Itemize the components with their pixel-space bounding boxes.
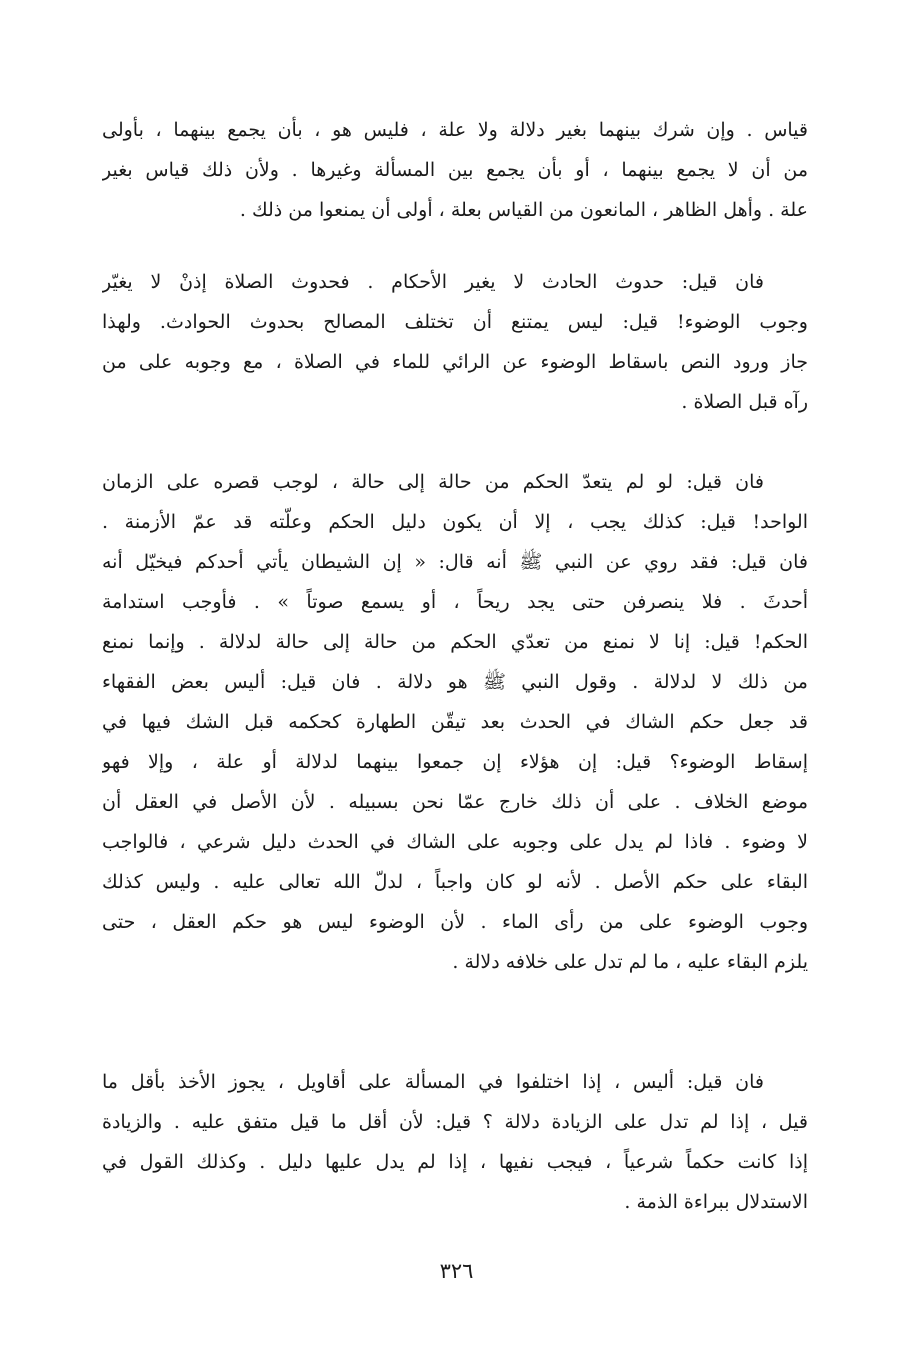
text-line: قياس . وإن شرك بينهما بغير دلالة ولا علة ، فليس هو ، بأن يجمع بينهما ، بأولى [102,119,808,141]
text-line: لا وضوء . فاذا لم يدل على وجوبه على الشاك في الحدث دليل شرعي ، فالواجب [102,831,808,853]
text-line: جاز ورود النص باسقاط الوضوء عن الرائي للماء في الصلاة ، مع وجوبه على من [102,351,808,373]
text-line: قيل ، إذا لم تدل على الزيادة دلالة ؟ قيل: لأن أقل ما قيل متفق عليه . والزيادة [102,1111,808,1133]
text-line: وجوب الوضوء على من رأى الماء . لأن الوضوء ليس هو حكم العقل ، حتى [102,911,808,933]
text-line: فان قيل: فقد روي عن النبي ﷺ أنه قال: « إن الشيطان يأتي أحدكم فيخيّل أنه [102,551,808,573]
text-line: الاستدلال ببراءة الذمة . [624,1191,808,1213]
page-number: ٣٢٦ [439,1259,474,1283]
text-line: أحدثَ . فلا ينصرفن حتى يجد ريحاً ، أو يسمع صوتاً » . فأوجب استدامة [102,591,808,613]
text-line: رآه قبل الصلاة . [681,391,808,413]
text-line: من أن لا يجمع بينهما ، أو بأن يجمع بين المسألة وغيرها . ولأن ذلك قياس بغير [102,159,808,181]
text-line: وجوب الوضوء! قيل: ليس يمتنع أن تختلف المصالح بحدوث الحوادث. ولهذا [102,311,808,333]
text-line: قد جعل حكم الشاك في الحدث بعد تيقّن الطهارة كحكمه قبل الشك فيها في [102,711,808,733]
text-line: الواحد! قيل: كذلك يجب ، إلا أن يكون دليل الحكم وعلّته قد عمّ الأزمنة . [102,511,808,533]
text-line: الحكم! قيل: إنا لا نمنع من تعدّي الحكم من حالة إلى حالة لدلالة . وإنما نمنع [102,631,808,653]
text-line: إذا كانت حكماً شرعياً ، فيجب نفيها ، إذا لم يدل عليها دليل . وكذلك القول في [102,1151,808,1173]
text-line: فان قيل: حدوث الحادث لا يغير الأحكام . فحدوث الصلاة إذنْ لا يغيّر [102,271,764,293]
text-line: إسقاط الوضوء؟ قيل: إن هؤلاء إن جمعوا بينهما لدلالة أو علة ، وإلا فهو [102,751,808,773]
text-line: علة . وأهل الظاهر ، المانعون من القياس بعلة ، أولى أن يمنعوا من ذلك . [239,199,808,221]
text-line: يلزم البقاء عليه ، ما لم تدل على خلافه دلالة . [452,951,808,973]
text-line: فان قيل: لو لم يتعدّ الحكم من حالة إلى حالة ، لوجب قصره على الزمان [102,471,764,493]
text-line: البقاء على حكم الأصل . لأنه لو كان واجباً ، لدلّ الله تعالى عليه . وليس كذلك [102,871,808,893]
text-line: من ذلك لا لدلالة . وقول النبي ﷺ هو دلالة . فان قيل: أليس بعض الفقهاء [102,671,808,693]
text-line: موضع الخلاف . على أن ذلك خارج عمّا نحن بسبيله . لأن الأصل في العقل أن [102,791,808,813]
text-line: فان قيل: أليس ، إذا اختلفوا في المسألة على أقاويل ، يجوز الأخذ بأقل ما [102,1071,764,1093]
